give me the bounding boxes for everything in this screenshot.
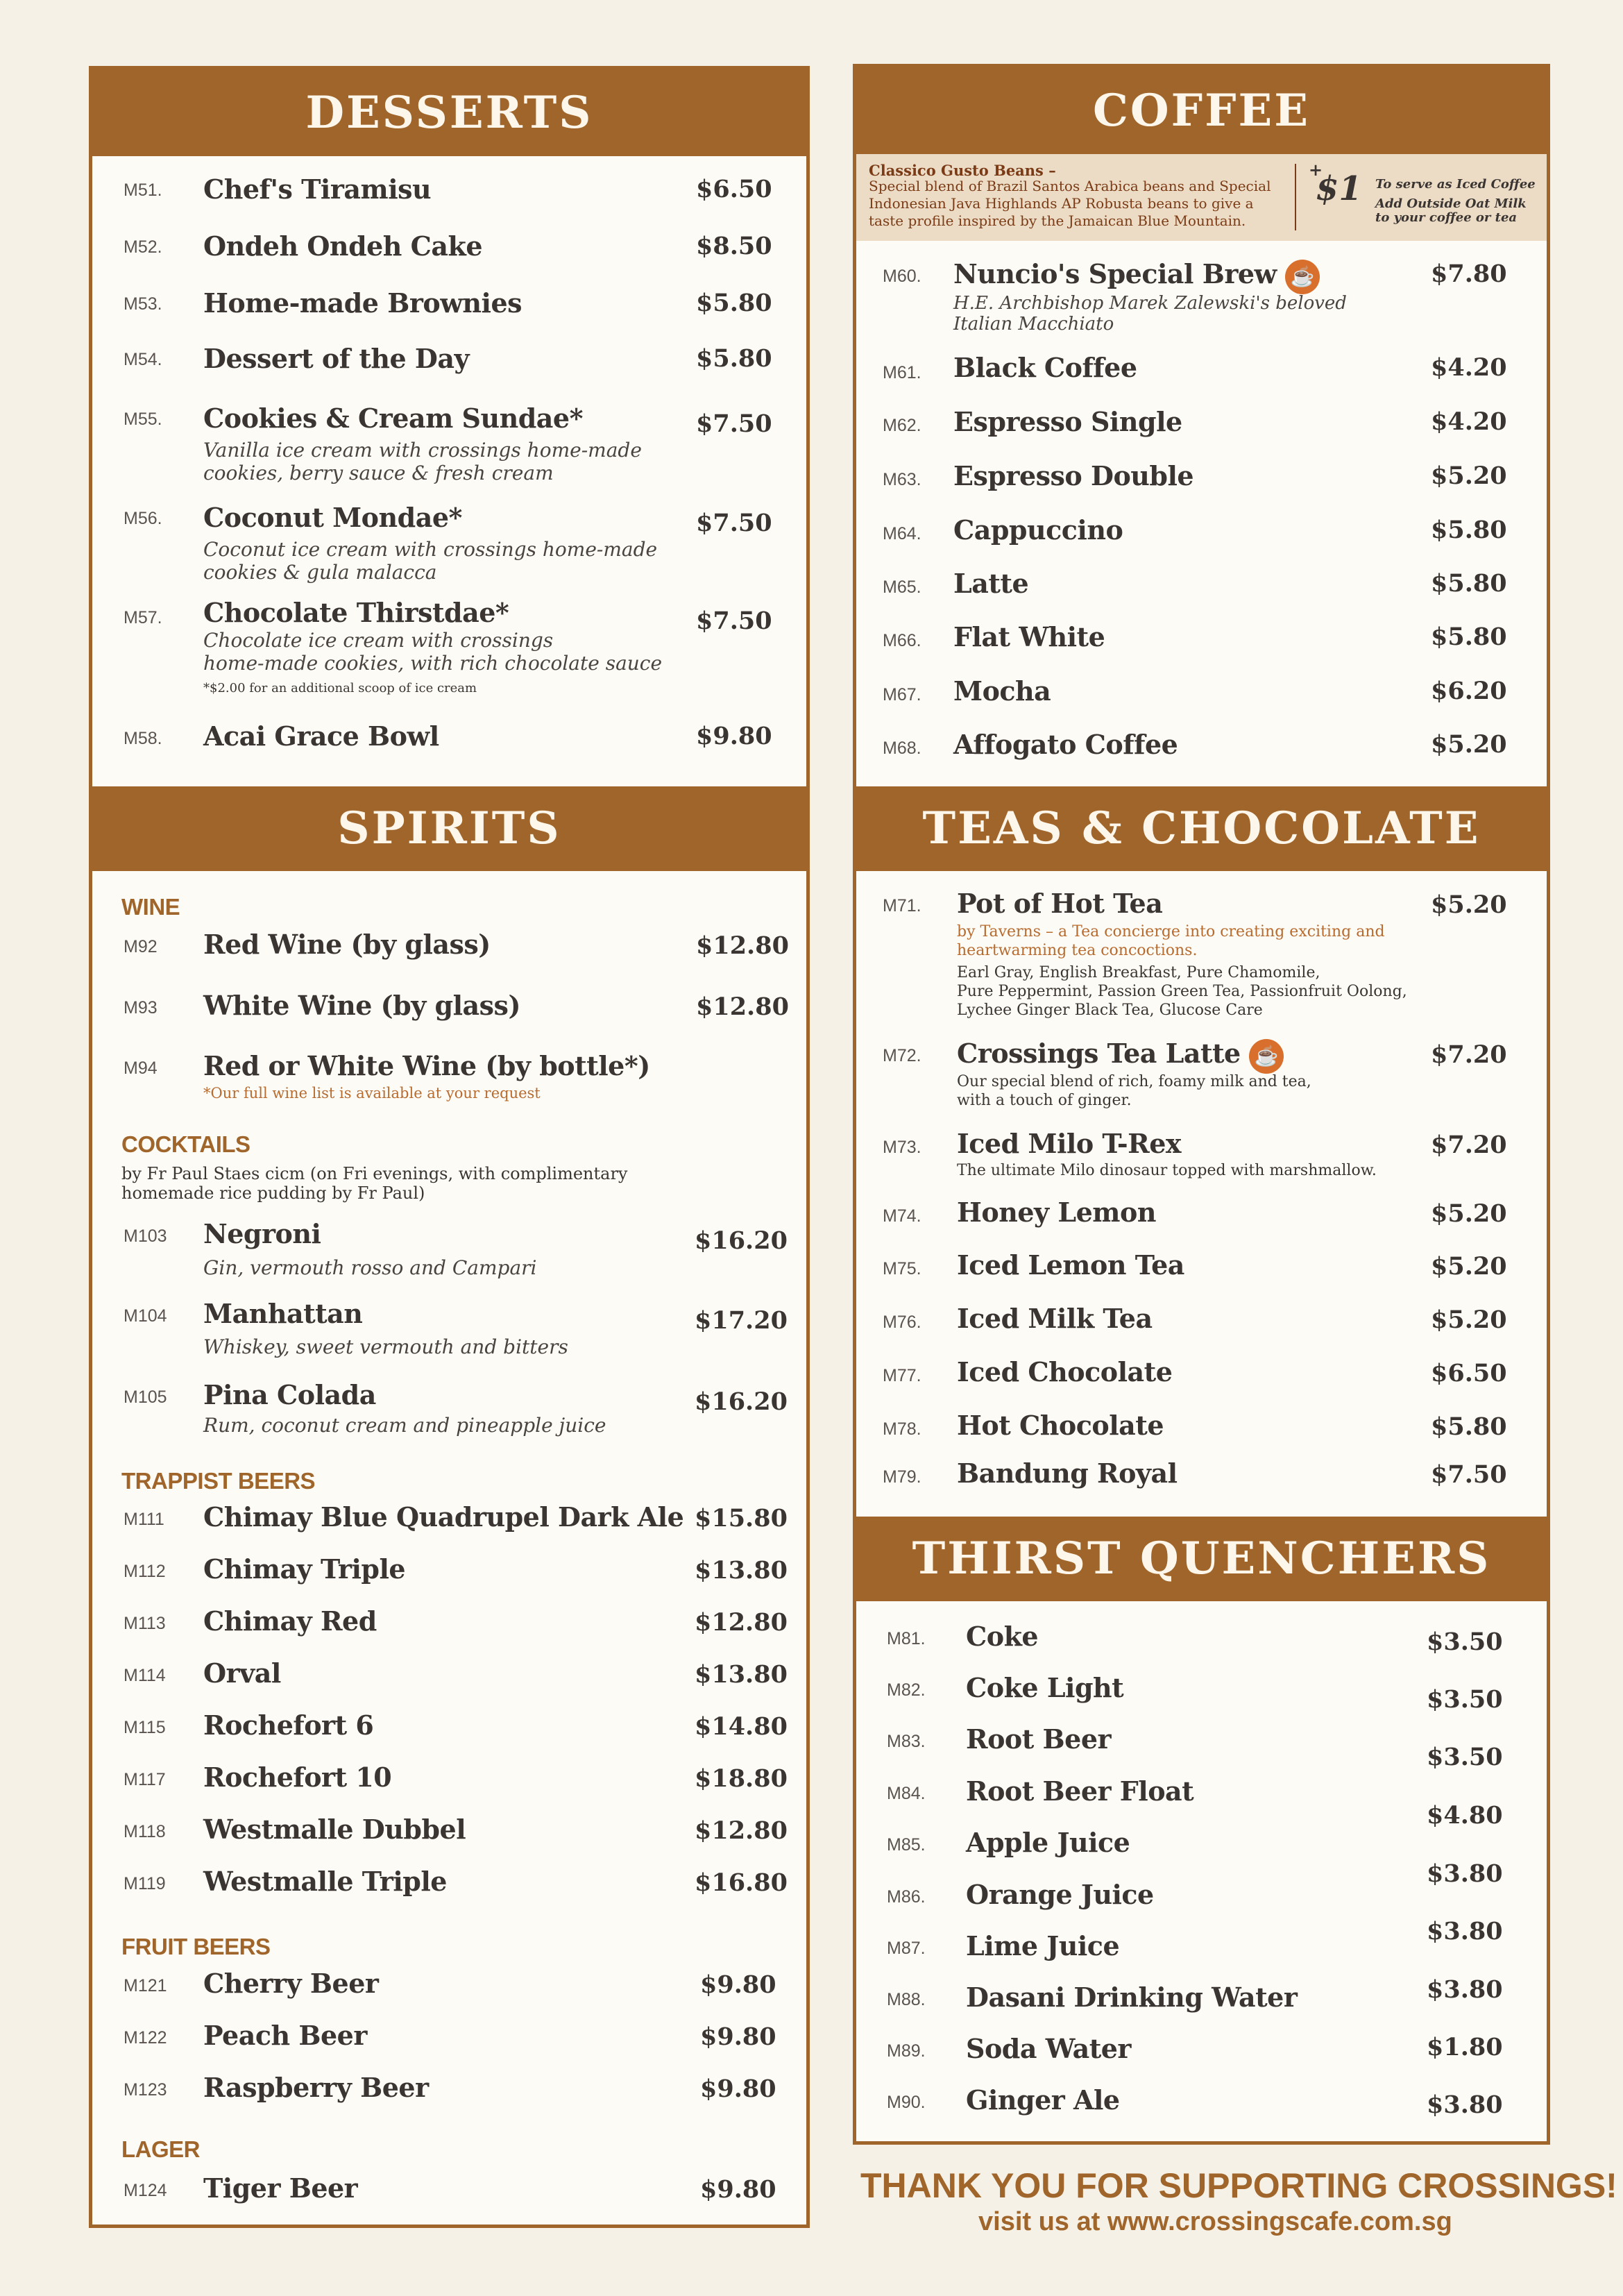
- website-link[interactable]: visit us at www.crossingscafe.com.sg: [978, 2207, 1452, 2236]
- signature-cup-icon: ☕: [1285, 260, 1320, 294]
- thirst-price: $3.80: [1427, 1917, 1503, 1945]
- thirst-price: $3.50: [1427, 1628, 1503, 1656]
- surcharge-amount: $1: [1316, 169, 1362, 208]
- left-panel: DESSERTS M51. Chef's Tiramisu $6.50 M52. Ondeh Ondeh Cake $8.50 M53. Home-made Brownies $5.80 M54. Dessert of the Day $5.80 M55. Cookies & Cream Sundae* $7.50 Vanilla ice cream with crossings home-made cookies, berry sauce & fresh cream M56. Coconut Mondae* $7.50 Coconut ice cream with crossings home-made cookies & gula malacca M57. Chocolate Thirstdae* $7.50 Chocolate ice cream with crossings home-made cookies, with rich chocolate sauce *$2.00 for an additional scoop of ice cream M58. Acai Grace Bowl $9.80 SPIRITS WINE M92 Red Wine (by glass) $12.80 M93 White Wine (by glass) $12.80 M94 Red or White Wine (by bottle*) *Our full wine list is available at your request COCKTAILS by Fr Paul Staes cicm (on Fri evenings, with complimentary homemade rice pudding by Fr Paul) M103 Negroni $16.20 Gin, vermouth rosso and Campari M104 Manhattan $17.20 Whiskey, sweet vermouth and bitters M105 Pina Colada $16.20 Rum, coconut cream and pineapple juice TRAPPIST BEERS M111 Chimay Blue Quadrupel Dark Ale $15.80 M112 Chimay Triple $13.80 M113 Chimay Red $12.80 M114 Orval $13.80 M115 Rochefort 6 $14.80 M117 Rochefort 10 $18.80 M118 Westmalle Dubbel $12.80 M119 Westmalle Triple $16.80 FRUIT BEERS M121 Cherry Beer $9.80 M122 Peach Beer $9.80 M123 Raspberry Beer $9.80 LAGER M124 Tiger Beer $9.80: [89, 66, 810, 2228]
- coffee-header: COFFEE: [856, 67, 1547, 154]
- thirst-price: $1.80: [1427, 2033, 1503, 2061]
- fruit-beers-label: FRUIT BEERS: [121, 1934, 271, 1959]
- thirst-price: $3.50: [1427, 1685, 1503, 1714]
- right-panel: COFFEE Classico Gusto Beans – Special blend of Brazil Santos Arabica beans and Special Indonesian Java Highlands AP Robusta beans to give a taste profile inspired by the Jamaican Blue Mountain. + $1 To serve as Iced Coffee Add Outside Oat Milk to your coffee or tea M60. Nuncio's Special Brew ☕ $7.80 H.E. Archbishop Marek Zalewski's beloved Italian Macchiato M61. Black Coffee $4.20 M62. Espresso Single $4.20 M63. Espresso Double $5.20 M64. Cappuccino $5.80 M65. Latte $5.80 M66. Flat White $5.80 M67. Mocha $6.20 M68. Affogato Coffee $5.20 TEAS & CHOCOLATE M71. Pot of Hot Tea $5.20 by Taverns – a Tea concierge into creating exciting and heartwarming tea concoctions. Earl Gray, English Breakfast, Pure Chamomile, Pure Peppermint, Passion Green Tea, Passionfruit Oolong, Lychee Ginger Black Tea, Glucose Care M72. Crossings Tea Latte ☕ $7.20 Our special blend of rich, foamy milk and tea, with a touch of ginger. M73. Iced Milo T-Rex $7.20 The ultimate Milo dinosaur topped with marshmallow. M74. Honey Lemon $5.20 M75. Iced Lemon Tea $5.20 M76. Iced Milk Tea $5.20 M77. Iced Chocolate $6.50 M78. Hot Chocolate $5.80 M79. Bandung Royal $7.50 THIRST QUENCHERS M81. Coke M82. Coke Light M83. Root Beer M84. Root Beer Float M85. Apple Juice M86. Orange Juice M87. Lime Juice M88. Dasani Drinking Water M89. Soda Water M90. Ginger Ale $3.50 $3.50 $3.50 $4.80 $3.80 $3.80 $3.80 $1.80 $3.80: [853, 64, 1550, 2145]
- desserts-header: DESSERTS: [92, 69, 806, 156]
- thirst-header: THIRST QUENCHERS: [856, 1517, 1547, 1601]
- thirst-price: $3.80: [1427, 2091, 1503, 2119]
- thirst-price: $4.80: [1427, 1801, 1503, 1830]
- info-divider: [1295, 164, 1296, 230]
- surcharge-plus: +: [1309, 160, 1323, 180]
- teas-header: TEAS & CHOCOLATE: [856, 786, 1547, 871]
- lager-label: LAGER: [121, 2136, 200, 2162]
- thank-you-banner: THANK YOU FOR SUPPORTING CROSSINGS!: [860, 2166, 1617, 2205]
- thirst-price: $3.50: [1427, 1743, 1503, 1771]
- signature-cup-icon: ☕: [1249, 1039, 1284, 1074]
- thirst-price: $3.80: [1427, 1859, 1503, 1888]
- trappist-label: TRAPPIST BEERS: [121, 1468, 316, 1494]
- cocktails-label: COCKTAILS: [121, 1131, 250, 1157]
- thirst-price: $3.80: [1427, 1975, 1503, 2004]
- spirits-header: SPIRITS: [92, 786, 806, 871]
- wine-label: WINE: [121, 894, 180, 920]
- coffee-beans-info: Classico Gusto Beans – Special blend of Brazil Santos Arabica beans and Special Indonesian Java Highlands AP Robusta beans to give a taste profile inspired by the Jamaican Blue Mountain. + $1 To serve as Iced Coffee Add Outside Oat Milk to your coffee or tea: [856, 154, 1547, 241]
